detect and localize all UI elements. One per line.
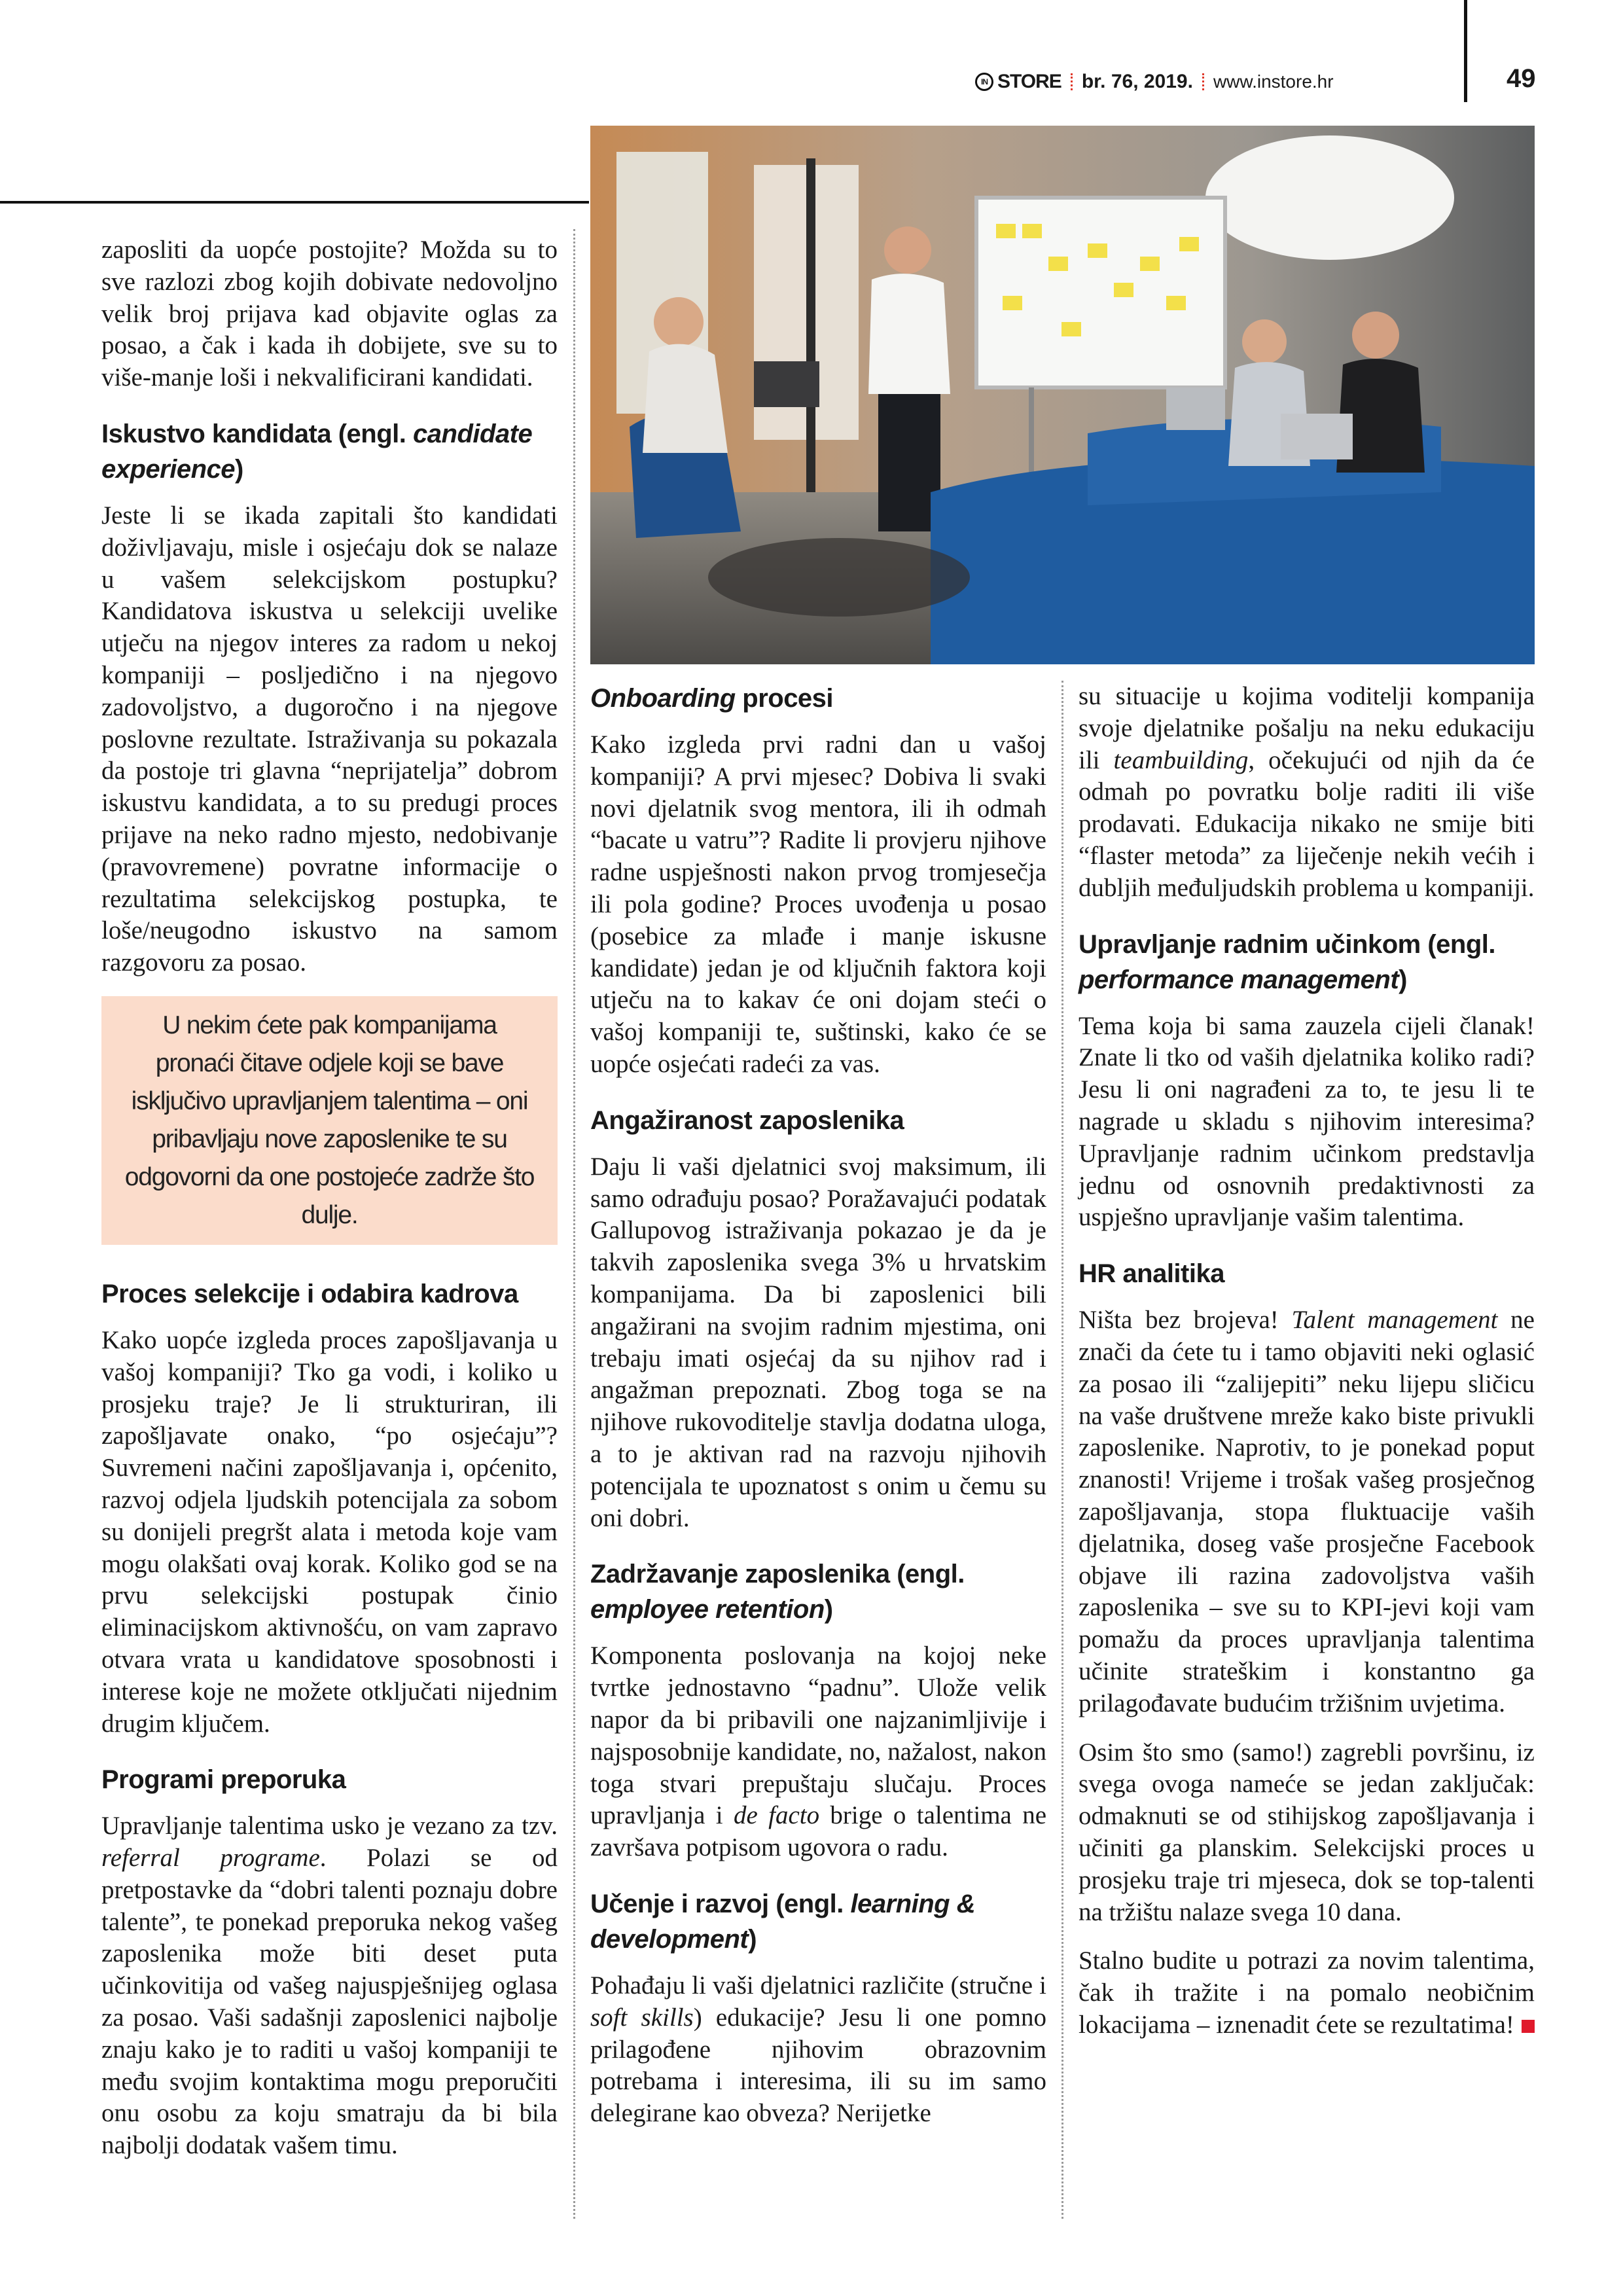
italic-term: learning & development (590, 1889, 976, 1954)
body-paragraph (101, 1810, 558, 2162)
italic-term: teambuilding (1113, 745, 1249, 774)
section-heading (101, 1276, 558, 1312)
text-run: Upravljanje talentima usko je vezano za tzv. (101, 1812, 558, 1840)
italic-term: referral programe (101, 1844, 320, 1873)
pull-quote (101, 996, 558, 1245)
text-run: procesi (735, 684, 834, 713)
column-separator (573, 229, 575, 2219)
text-run: ) (748, 1924, 757, 1954)
italic-term: candidate experience (101, 419, 533, 484)
italic-term: de facto (733, 1801, 820, 1830)
website-url: www.instore.hr (1213, 71, 1334, 92)
text-run: Komponenta poslovanja na kojoj neke tvrtke jednostavno “padnu”. Ulože velik napor da bi pribavili one najzanimljivije i najsposobnije kandidate, no, nažalost, nakon toga stvari prepuštaju slučaju. Proces upravljanja i (590, 1641, 1046, 1830)
text-run: Stalno budite u potrazi za novim talentima, čak ih tražite i na pomalo neobičnim lokacijama – iznenadit ćete se rezultatima! (1079, 1946, 1535, 2039)
text-run: Ništa bez brojeva! (1079, 1306, 1292, 1335)
text-run: Osim što smo (samo!) zagrebli površinu, iz svega ovoga nameće se jedan zaključak: odmaknuti se od stihijskog zapošljavanja i učiniti ga planskim. Selekcijski proces u prosjeku traje tri mjeseca, dok se top-talenti na tržištu nalaze svega 10 dana. (1079, 1738, 1535, 1926)
section-heading (101, 1762, 558, 1797)
text-run: zaposliti da uopće postojite? Možda su to sve razlozi zbog kojih dobivate nedovoljno velik broj prijava kad objavite oglas za posao, a čak i kada ih dobijete, sve su to više-manje loši i nekvalificirani kandidati. (101, 236, 558, 392)
text-run: U nekim ćete pak kompanijama pronaći čitave odjele koji se bave isključivo upravljanjem talentima – oni pribavljaju nove zaposlenike te su odgovorni da one postojeće zadrže što dulje. (124, 1011, 535, 1229)
text-run: . Polazi se od pretpostavke da “dobri talenti poznaju dobre talente”, te ponekad preporuka nekog vašeg zaposlenika može biti deset puta učinkovitija od vašeg najuspješnijeg oglasa za posao. Vaši sadašnji zaposlenici najbolje znaju kako je to raditi u vašoj kompaniji te među svojim kontaktima mogu preporučiti onu osobu za koju smatraju da bi bila najbolji dodatak vašem timu. (101, 1844, 558, 2160)
section-heading (1079, 927, 1535, 997)
text-run: Tema koja bi sama zauzela cijeli članak! Znate li tko od vaših djelatnika koliko radi? Jesu li oni nagrađeni za to, te jesu li te nagrade u skladu s njihovim interesima? Upravljanje radnim učinkom predstavlja jednu od osnovnih predaktivnosti za uspješno upravljanje vašim talentima. (1079, 1011, 1535, 1232)
italic-term: Onboarding (590, 684, 736, 713)
text-run: brige o talentima ne završava potpisom ugovora o radu. (590, 1801, 1047, 1862)
body-paragraph (1079, 1011, 1535, 1234)
article-column-middle (590, 681, 1046, 2147)
text-run: Zadržavanje zaposlenika (engl. (590, 1560, 965, 1589)
body-paragraph (590, 1640, 1046, 1864)
text-run: ) edukacije? Jesu li one pomno prilagođene njihovim obrazovnim potrebama i interesima, ili su im samo delegirane kao obveza? Nerijetke (590, 2003, 1046, 2128)
body-paragraph (1079, 681, 1535, 905)
section-heading (590, 1556, 1046, 1627)
section-heading (1079, 1256, 1535, 1291)
section-heading (101, 416, 558, 487)
body-paragraph (1079, 1737, 1535, 1929)
text-run: Angažiranost zaposlenika (590, 1105, 904, 1135)
end-of-article-square-icon (1522, 2020, 1535, 2033)
column-separator (1061, 681, 1063, 2219)
logo-text: STORE (997, 71, 1061, 92)
italic-term: Talent management (1291, 1306, 1498, 1335)
magazine-logo (975, 71, 1061, 93)
text-run: Programi preporuka (101, 1765, 346, 1795)
body-paragraph (590, 729, 1046, 1081)
issue-number: br. 76, 2019. (1081, 71, 1193, 92)
text-run: ) (235, 454, 243, 484)
section-heading (590, 681, 1046, 716)
divider (1071, 73, 1073, 90)
office-meeting-photo (590, 126, 1535, 664)
text-run: Pohađaju li vaši djelatnici različite (stručne i (590, 1971, 1046, 2000)
section-heading (590, 1103, 1046, 1138)
body-paragraph (1079, 1304, 1535, 1719)
italic-term: performance management (1079, 965, 1399, 994)
body-paragraph (101, 500, 558, 979)
page-number: 49 (1507, 64, 1536, 93)
text-run: Učenje i razvoj (engl. (590, 1889, 851, 1918)
text-run: ) (824, 1595, 833, 1624)
header-vertical-rule (1464, 0, 1467, 102)
text-run: Jeste li se ikada zapitali što kandidati doživljavaju, misle i osjećaju dok se nalaze u vašem selekcijskom postupku? Kandidatova iskustva u selekciji uvelike utječu na njegov interes za radom u nekoj kompaniji – posljedično i na njegovo zadovoljstvo, a dugoročno i na njegove poslovne rezultate. Istraživanja su pokazala da postoje tri glavna “neprijatelja” dobrom iskustvu kandidata, a to su predugi proces prijave na neko radno mjesto, nedobivanje (pravovremene) povratne informacije o rezultatima selekcijskog postupka, te loše/neugodno iskustvo na samom razgovoru za posao. (101, 501, 558, 977)
article-column-left (101, 234, 558, 2179)
text-run: Iskustvo kandidata (engl. (101, 419, 414, 448)
logo-mark-icon: IN (975, 73, 993, 91)
text-run: Daju li vaši djelatnici svoj maksimum, ili samo odrađuju posao? Poražavajući podatak Gallupovog istraživanja pokazao je da je takvih zaposlenika svega 3% u hrvatskim kompanijama. Da bi zaposlenici bili angažirani na svojim radnim mjestima, oni trebaju imati osjećaj da su njihov rad i angažman prepoznati. Zbog toga se na njihove rukovoditelje stavlja dodatna uloga, a to je aktivan rad na razvoju njihovih potencijala te upoznatost s onim u čemu su oni dobri. (590, 1152, 1046, 1532)
body-paragraph (101, 1325, 558, 1740)
text-run: Upravljanje radnim učinkom (engl. (1079, 929, 1495, 959)
section-heading (590, 1886, 1046, 1957)
body-paragraph (590, 1970, 1046, 2130)
text-run: ) (1399, 965, 1407, 994)
body-paragraph (101, 234, 558, 394)
italic-term: employee retention (590, 1595, 825, 1624)
top-rule (0, 201, 589, 204)
text-run: su situacije u kojima voditelji kompanija svoje djelatnike pošalju na neku edukaciju ili (1079, 682, 1535, 774)
article-column-right (1079, 681, 1535, 2058)
text-run: HR analitika (1079, 1259, 1224, 1289)
text-run: Kako uopće izgleda proces zapošljavanja u vašoj kompaniji? Tko ga vodi, i koliko u prosjeku traje? Je li strukturiran, ili zapošljavate onako, “po osjećaju”? Suvremeni načini zapošljavanja i, općenito, razvoj odjela ljudskih potencijala za sobom su donijeli pregršt alata i metoda koje vam mogu olakšati ovaj korak. Koliko god se na prvu selekcijski postupak činio eliminacijskom aktivnošću, on vam zapravo otvara vrata u kandidatove sposobnosti i interese koje ne možete otključati nijednim drugim ključem. (101, 1325, 558, 1738)
text-run: Proces selekcije i odabira kadrova (101, 1279, 518, 1308)
text-run: Kako izgleda prvi radni dan u vašoj kompaniji? A prvi mjesec? Dobiva li svaki novi djelatnik svog mentora, ili ih odmah “bacate u vatru”? Radite li provjeru njihove radne uspješnosti nakon prvog tromjesečja ili pola godine? Proces uvođenja u posao (posebice za mlađe i manje iskusne kandidate) jedan je od ključnih faktora koji utječu na to kakav će oni dojam steći o vašoj kompaniji te, suštinski, kako će se uopće osjećati radeći za vas. (590, 730, 1046, 1078)
text-run: ne znači da ćete tu i tamo objaviti neki oglasić za posao ili “zalijepiti” neku lijepu sličicu na vaše društvene mreže kako biste privukli zaposlenike. Naprotiv, to je ponekad poput znanosti! Vrijeme i trošak vašeg prosječnog zapošljavanja, stopa fluktuacije vaših djelatnika, doseg vaše prosječne Facebook objave ili razina zadovoljstva vaših zaposlenika – sve su to KPI-jevi koji vam pomažu da proces upravljanja talentima učinite strateškim i konstantno ga prilagođavate budućim tržišnim uvjetima. (1079, 1306, 1535, 1717)
body-paragraph (590, 1151, 1046, 1535)
italic-term: soft skills (590, 2003, 694, 2032)
text-run: , očekujući od njih da će odmah po povratku bolje raditi ili više prodavati. Edukacija nikako ne smije biti “flaster metoda” za liječenje nekih većih i dubljih međuljudskih problema u kompaniji. (1079, 745, 1535, 902)
divider (1202, 73, 1204, 90)
running-header (975, 65, 1334, 98)
body-paragraph (1079, 1945, 1535, 2041)
